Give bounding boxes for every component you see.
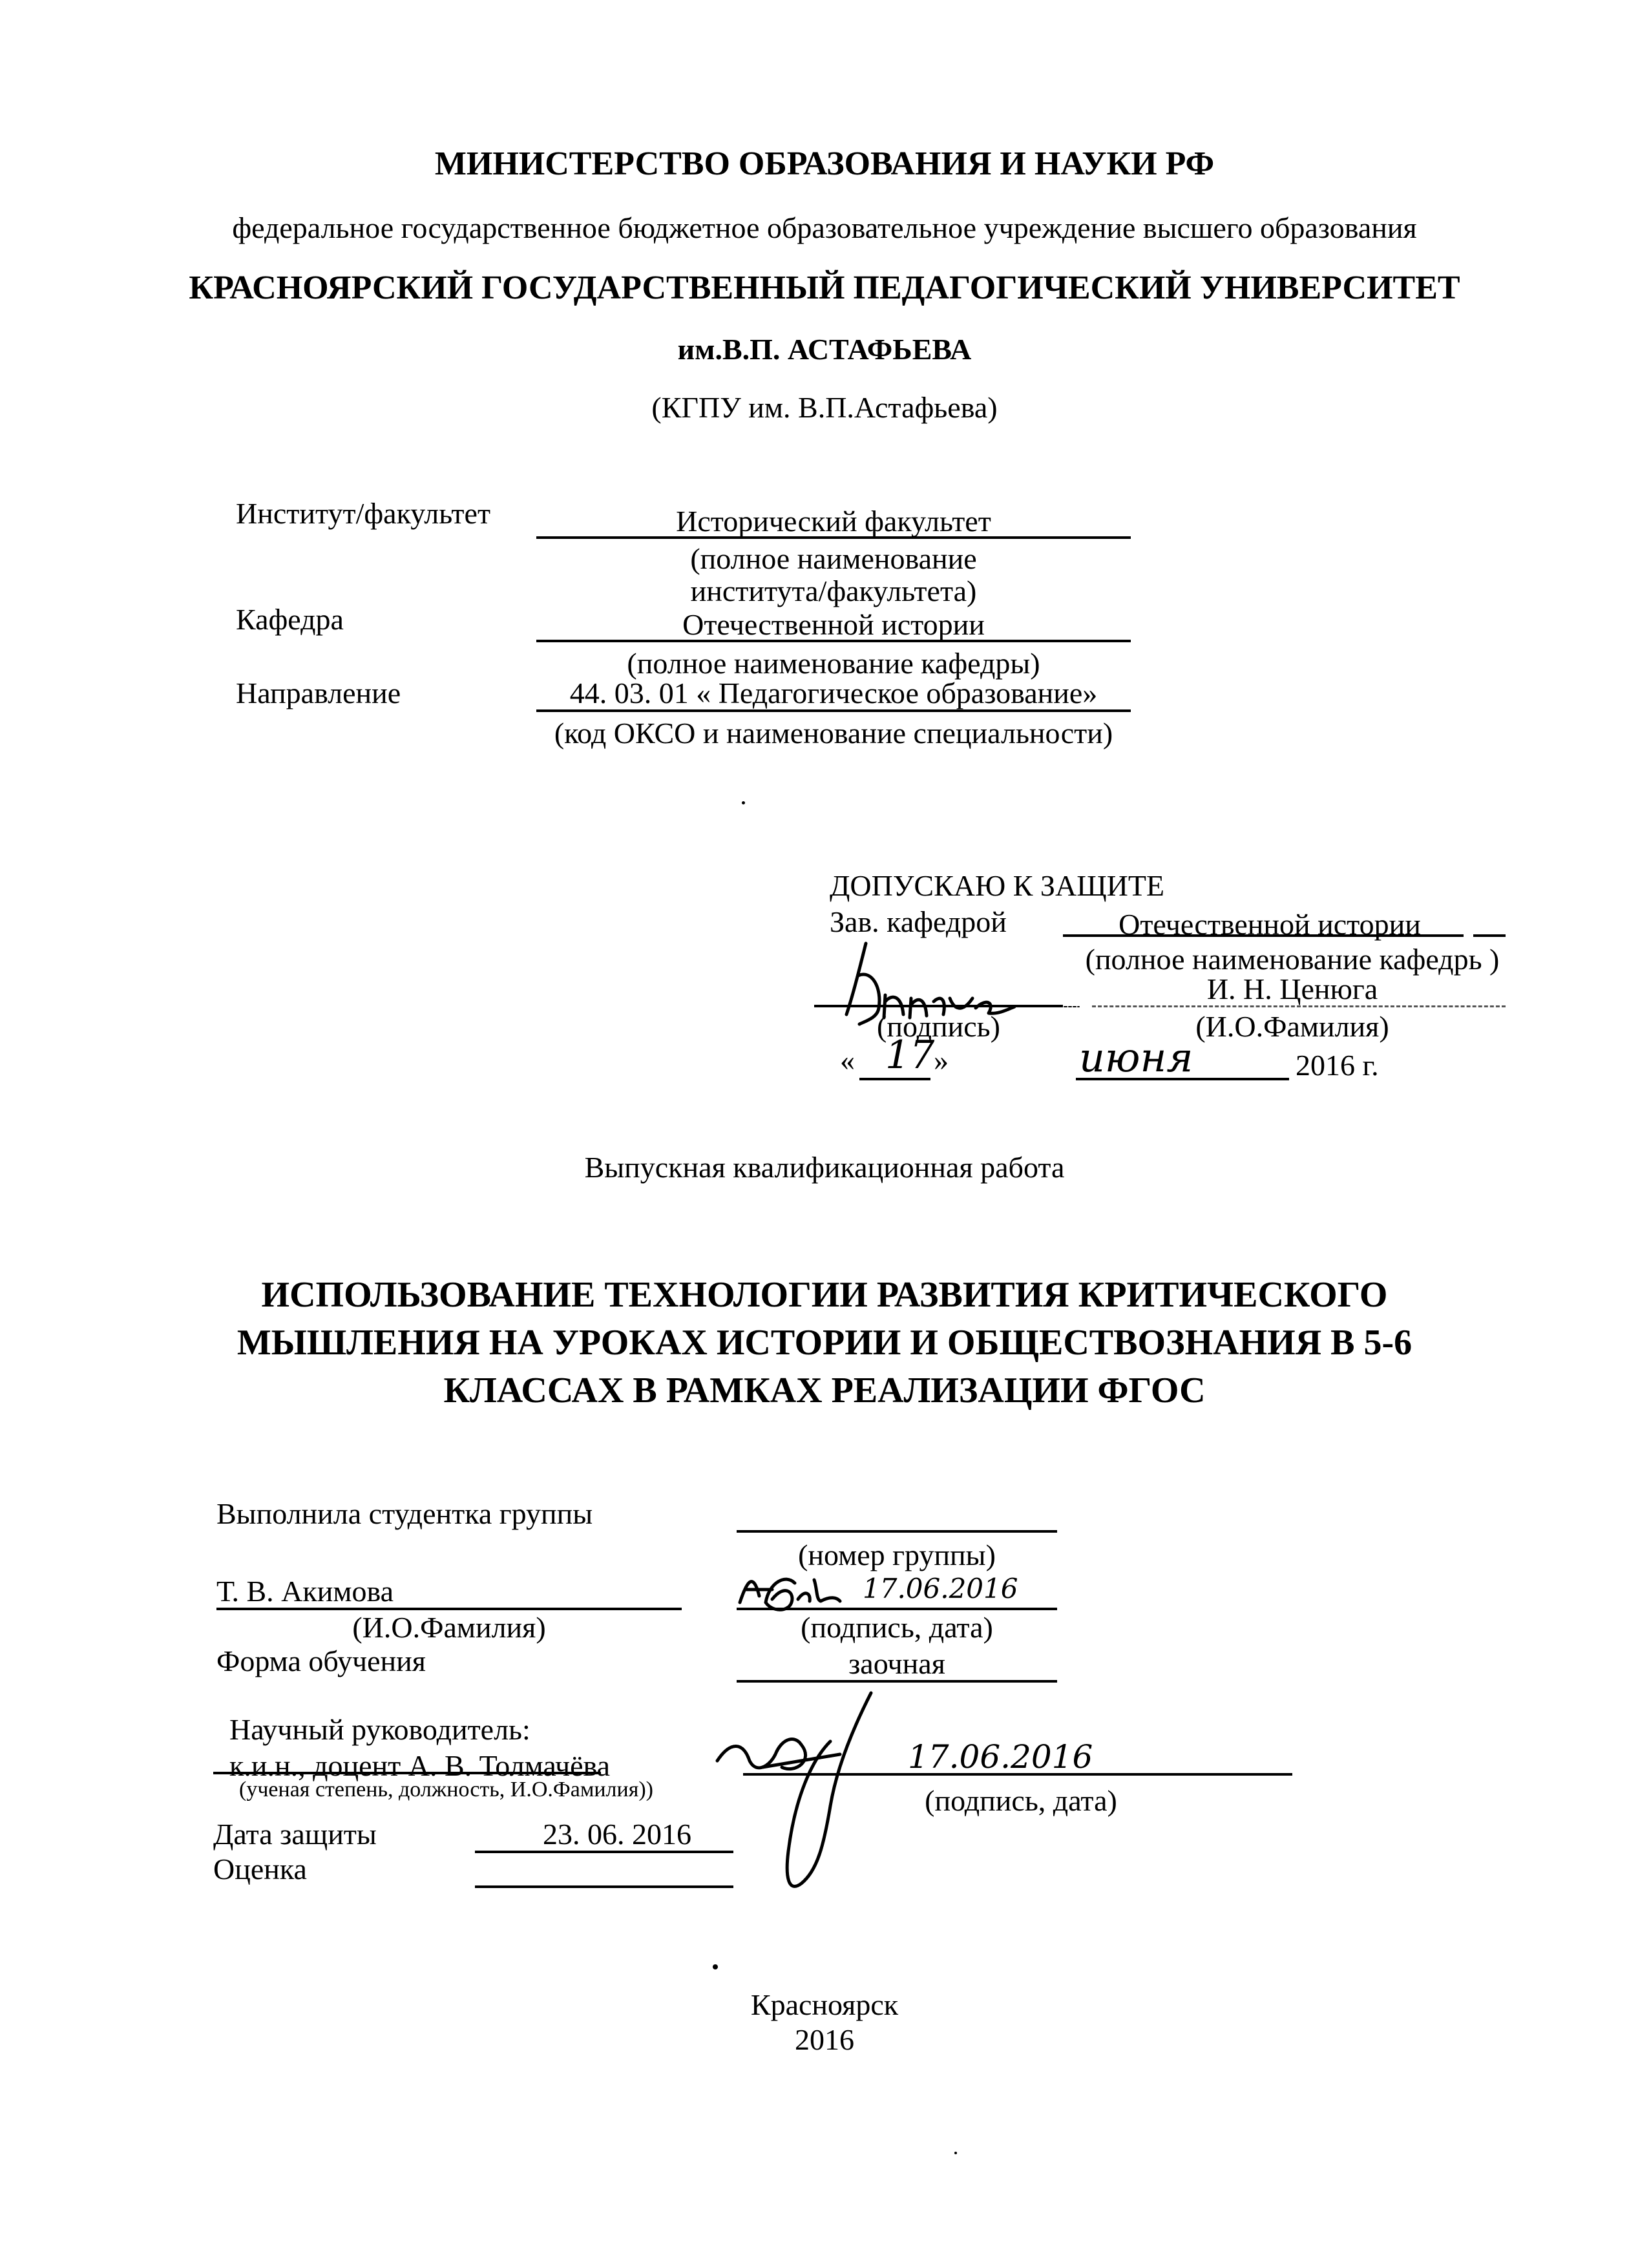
study-form-label: Форма обучения xyxy=(216,1644,426,1677)
approval-title: ДОПУСКАЮ К ЗАЩИТЕ xyxy=(830,869,1165,902)
department-value: Отечественной истории xyxy=(682,608,985,641)
day-handwritten: 17 xyxy=(885,1033,935,1078)
head-name-hint: (И.О.Фамилия) xyxy=(1195,1010,1389,1043)
supervisor-signature-date: 17.06.2016 xyxy=(908,1738,1093,1776)
head-department-underline xyxy=(1063,934,1464,937)
direction-underline xyxy=(536,709,1131,712)
supervisor-signature-underline xyxy=(743,1773,1292,1776)
department-label: Кафедра xyxy=(236,603,344,636)
quote-open: « xyxy=(840,1044,855,1076)
approval-year-value: 2016 xyxy=(1296,1049,1355,1082)
supervisor-name-hint: (ученая степень, должность, И.О.Фамилия)) xyxy=(239,1778,653,1801)
work-title-line-1: ИСПОЛЬЗОВАНИЕ ТЕХНОЛОГИИ РАЗВИТИЯ КРИТИЧЕСКОГО xyxy=(261,1275,1388,1315)
institute-label: Институт/факультет xyxy=(236,497,491,530)
head-signature-underline xyxy=(814,1005,1063,1007)
defense-date-label: Дата защиты xyxy=(213,1818,377,1851)
direction-value: 44. 03. 01 « Педагогическое образование» xyxy=(569,677,1098,709)
work-title-line-2: МЫШЛЕНИЯ НА УРОКАХ ИСТОРИИ И ОБЩЕСТВОЗНАНИЯ В 5-6 xyxy=(236,1323,1413,1363)
head-signature-hint: (подпись) xyxy=(877,1010,1000,1043)
head-department: Отечественной истории xyxy=(1119,908,1421,941)
quote-close: » xyxy=(934,1044,949,1076)
student-signature-date: 17.06.2016 xyxy=(863,1573,1018,1604)
student-signature xyxy=(733,1557,863,1615)
student-name-hint: (И.О.Фамилия) xyxy=(352,1611,546,1644)
institute-hint-2: института/факультета) xyxy=(690,574,977,607)
head-department-hint: (полное наименование кафедрь ) xyxy=(1085,943,1500,976)
direction-label: Направление xyxy=(236,677,401,709)
student-signature-hint: (подпись, дата) xyxy=(801,1611,993,1644)
scan-speck xyxy=(742,801,745,804)
institute-underline xyxy=(536,536,1131,539)
work-type: Выпускная квалификационная работа xyxy=(584,1151,1065,1184)
supervisor-name: к.и.н., доцент А. В. Толмачёва xyxy=(229,1749,611,1782)
direction-hint: (код ОКСО и наименование специальности) xyxy=(554,717,1113,750)
department-hint: (полное наименование кафедры) xyxy=(627,647,1040,680)
institute-value: Исторический факультет xyxy=(676,505,991,538)
supervisor-label: Научный руководитель: xyxy=(229,1713,530,1746)
head-name-underline xyxy=(1092,1005,1506,1007)
institution-type: федеральное государственное бюджетное образовательное учреждение высшего образования xyxy=(232,211,1417,244)
student-name: Т. В. Акимова xyxy=(216,1575,394,1608)
month-underline xyxy=(1076,1078,1289,1080)
supervisor-signature-hint: (подпись, дата) xyxy=(925,1784,1117,1817)
scan-speck xyxy=(713,1964,718,1969)
grade-label: Оценка xyxy=(213,1853,307,1885)
month-handwritten: июня xyxy=(1079,1034,1193,1081)
grade-underline xyxy=(475,1885,733,1888)
scan-speck xyxy=(954,2152,957,2154)
university-named-after: им.В.П. АСТАФЬЕВА xyxy=(677,333,972,366)
study-form-underline xyxy=(737,1680,1057,1683)
performed-label: Выполнила студентка группы xyxy=(216,1497,593,1530)
group-number-underline xyxy=(737,1530,1057,1533)
approval-year xyxy=(1296,1048,1379,1083)
footer-city: Красноярск xyxy=(750,1988,899,2021)
study-form-value: заочная xyxy=(848,1647,945,1680)
head-label: Зав. кафедрой xyxy=(830,905,1007,938)
ministry-heading: МИНИСТЕРСТВО ОБРАЗОВАНИЯ И НАУКИ РФ xyxy=(434,145,1215,182)
head-department-underline-tail xyxy=(1473,934,1506,937)
supervisor-name-underline xyxy=(213,1772,601,1774)
defense-date-value: 23. 06. 2016 xyxy=(543,1818,691,1851)
footer-year: 2016 xyxy=(795,2023,854,2056)
approval-year-suffix: г. xyxy=(1362,1049,1379,1082)
university-name: КРАСНОЯРСКИЙ ГОСУДАРСТВЕННЫЙ ПЕДАГОГИЧЕСКИЙ УНИВЕРСИТЕТ xyxy=(189,269,1460,306)
head-name: И. Н. Ценюга xyxy=(1206,972,1378,1005)
institute-hint-1: (полное наименование xyxy=(690,542,977,575)
defense-date-underline xyxy=(475,1851,733,1853)
university-abbreviation: (КГПУ им. В.П.Астафьева) xyxy=(651,391,998,424)
department-underline xyxy=(536,640,1131,642)
group-number-hint: (номер группы) xyxy=(798,1538,996,1571)
day-underline xyxy=(859,1078,930,1080)
work-title-line-3: КЛАССАХ В РАМКАХ РЕАЛИЗАЦИИ ФГОС xyxy=(443,1370,1206,1411)
